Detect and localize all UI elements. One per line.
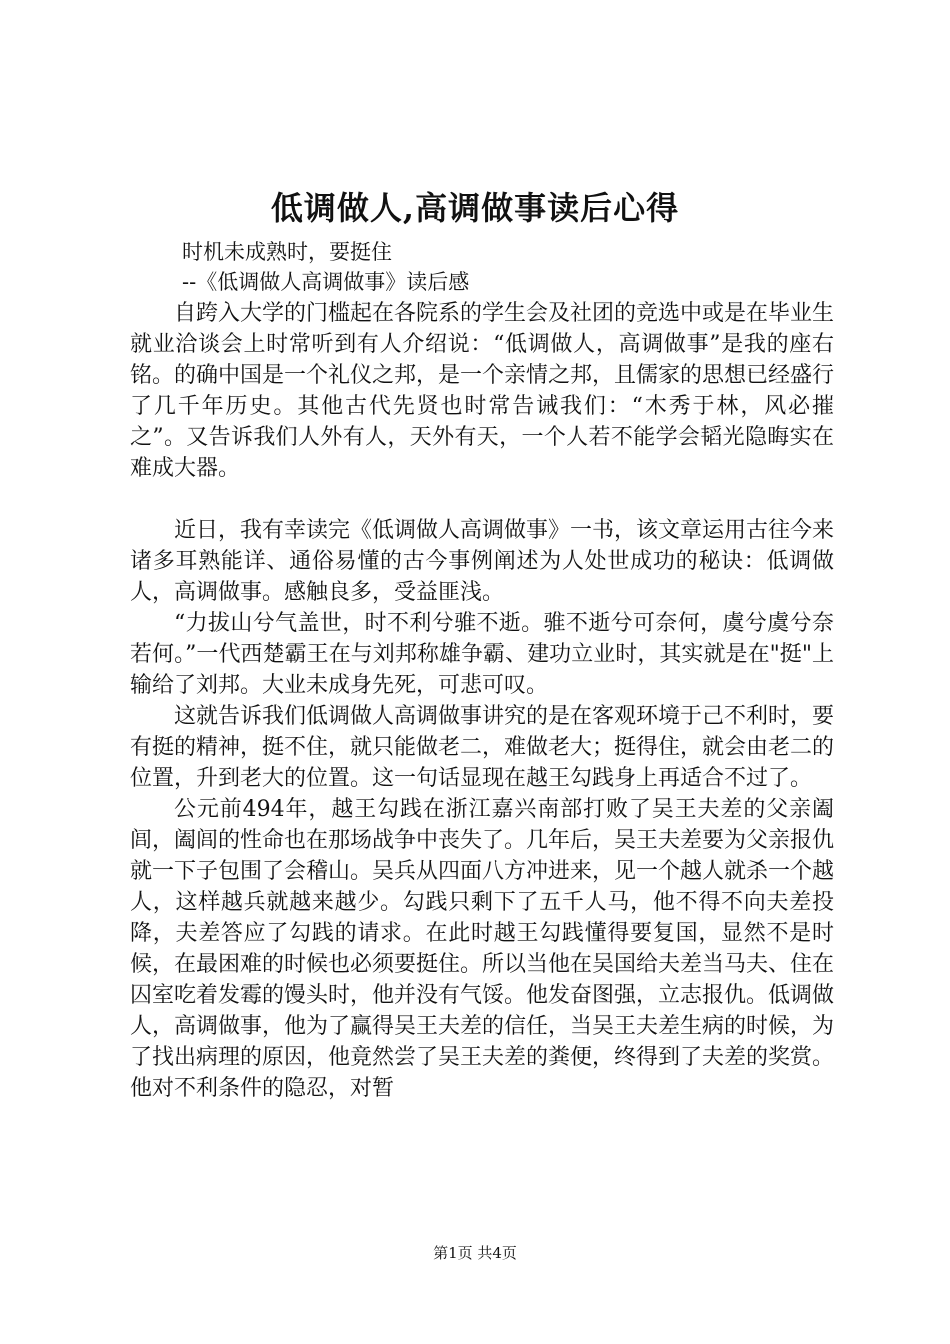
document-body [130,298,834,1104]
paragraph-4: 这就告诉我们低调做人高调做事讲究的是在客观环境于己不利时，要有挺的精神，挺不住，就只能做老二，难做老大；挺得住，就会由老二的位置，升到老大的位置。这一句话显现在越王勾践身上再适合不过了。 [130,704,835,791]
subtitle-line-1: 时机未成熟时，要挺住 [182,240,392,264]
document-title: 低调做人,高调做事读后心得 [270,189,680,227]
paragraph-2: 近日，我有幸读完《低调做人高调做事》一书，该文章运用古往今来诸多耳熟能详、通俗易懂的古今事例阐述为人处世成功的秘诀：低调做人，高调做事。感触良多，受益匪浅。 [130,518,835,605]
paragraph-5: 公元前494年，越王勾践在浙江嘉兴南部打败了吴王夫差的父亲阖闾，阖闾的性命也在那场战争中丧失了。几年后，吴王夫差要为父亲报仇就一下子包围了会稽山。吴兵从四面八方冲进来，见一个越人就杀一个越人，这样越兵就越来越少。勾践只剩下了五千人马，他不得不向夫差投降，夫差答应了勾践的请求。在此时越王勾践懂得要复国，显然不是时候，在最困难的时候也必须要挺住。所以当他在吴国给夫差当马夫、住在囚室吃着发霉的馒头时，他并没有气馁。他发奋图强，立志报仇。低调做人，高调做事，他为了赢得吴王夫差的信任，当吴王夫差生病的时候，为了找出病理的原因，他竟然尝了吴王夫差的粪便，终得到了夫差的奖赏。他对不利条件的隐忍，对暂 [130,797,835,1101]
page-footer: 第1页 共4页 [433,1244,517,1262]
paragraph-1: 自跨入大学的门槛起在各院系的学生会及社团的竞选中或是在毕业生就业洽谈会上时常听到有人介绍说：“低调做人，高调做事”是我的座右铭。的确中国是一个礼仪之邦，是一个亲情之邦，且儒家的思想已经盛行了几千年历史。其他古代先贤也时常告诫我们：“木秀于林，风必摧之”。又告诉我们人外有人，天外有天，一个人若不能学会韬光隐晦实在难成大器。 [130,301,835,481]
paragraph-3: “力拔山兮气盖世，时不利兮骓不逝。骓不逝兮可奈何，虞兮虞兮奈若何。”一代西楚霸王在与刘邦称雄争霸、建功立业时，其实就是在"挺"上输给了刘邦。大业未成身先死，可悲可叹。 [130,611,834,698]
subtitle-line-2: --《低调做人高调做事》读后感 [182,270,470,294]
